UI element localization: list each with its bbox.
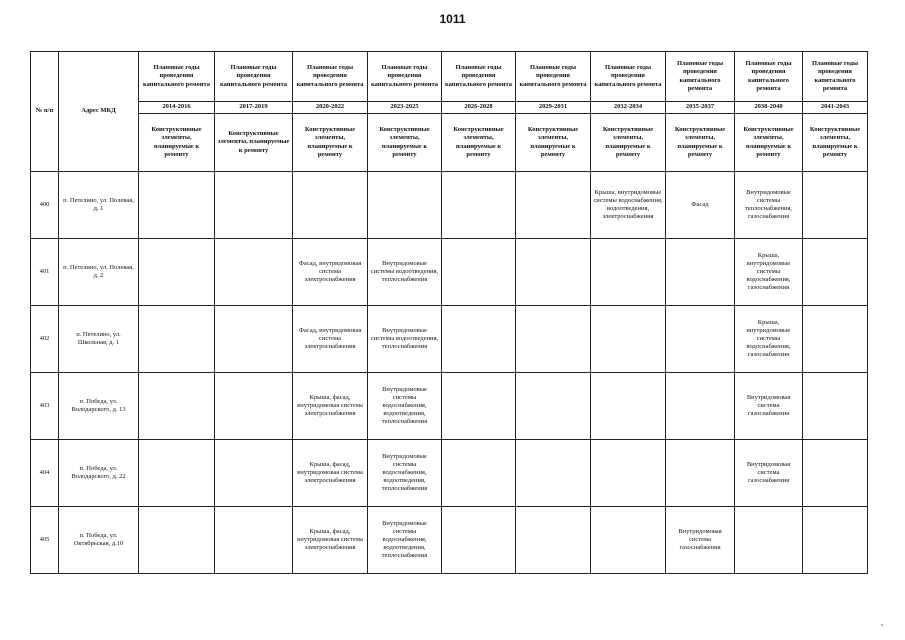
table-row xyxy=(31,172,868,239)
table-row xyxy=(31,373,868,440)
work-cell xyxy=(591,239,666,306)
row-number: 400 xyxy=(31,172,59,239)
elements-subtitle: Конструктивные элементы, планируемые к ремонту xyxy=(293,114,368,172)
period-title: Плановые годы проведения капитального ремонта xyxy=(803,52,868,102)
elements-subtitle: Конструктивные элементы, планируемые к ремонту xyxy=(215,114,293,172)
work-cell xyxy=(215,507,293,574)
period-title: Плановые годы проведения капитального ремонта xyxy=(293,52,368,102)
row-number: 405 xyxy=(31,507,59,574)
elements-subtitle: Конструктивные элементы, планируемые к ремонту xyxy=(666,114,735,172)
work-cell xyxy=(516,239,591,306)
work-cell xyxy=(139,172,215,239)
address-column-header: Адрес МКД xyxy=(59,52,139,172)
work-cell xyxy=(215,440,293,507)
work-cell xyxy=(666,239,735,306)
period-title: Плановые годы проведения капитального ремонта xyxy=(516,52,591,102)
work-cell xyxy=(368,172,442,239)
period-years: 2029-2031 xyxy=(516,102,591,114)
work-cell xyxy=(803,239,868,306)
elements-subtitle: Конструктивные элементы, планируемые к ремонту xyxy=(803,114,868,172)
work-cell: Внутридомовая система газоснабжения xyxy=(735,373,803,440)
work-cell: Внутридомовая система газоснабжения xyxy=(735,440,803,507)
work-cell xyxy=(442,373,516,440)
work-cell: Фасад, внутридомовая система электроснабжения xyxy=(293,239,368,306)
work-cell xyxy=(442,239,516,306)
work-cell xyxy=(442,440,516,507)
period-years: 2038-2040 xyxy=(735,102,803,114)
period-years: 2032-2034 xyxy=(591,102,666,114)
building-address: п. Победа, ул. Володарского, д. 22 xyxy=(59,440,139,507)
work-cell: Внутридомовые системы водоотведения, теплоснабжения xyxy=(368,239,442,306)
period-years: 2026-2028 xyxy=(442,102,516,114)
elements-subtitle: Конструктивные элементы, планируемые к ремонту xyxy=(591,114,666,172)
header-subtitle-row xyxy=(31,114,868,172)
table-row xyxy=(31,507,868,574)
building-address: п. Петелино, ул. Школьная, д. 1 xyxy=(59,306,139,373)
row-number: 402 xyxy=(31,306,59,373)
period-title: Плановые годы проведения капитального ремонта xyxy=(591,52,666,102)
work-cell xyxy=(139,373,215,440)
work-cell: Внутридомовые системы водоснабжения, водоотведения, теплоснабжения xyxy=(368,507,442,574)
work-cell xyxy=(803,306,868,373)
work-cell xyxy=(139,440,215,507)
elements-subtitle: Конструктивные элементы, планируемые к ремонту xyxy=(735,114,803,172)
work-cell xyxy=(442,172,516,239)
work-cell xyxy=(293,172,368,239)
work-cell xyxy=(591,440,666,507)
work-cell: Крыша, фасад, внутридомовая система электроснабжения xyxy=(293,373,368,440)
work-cell xyxy=(516,306,591,373)
work-cell xyxy=(803,373,868,440)
scan-speck xyxy=(881,624,883,626)
work-cell xyxy=(803,440,868,507)
work-cell xyxy=(516,373,591,440)
work-cell xyxy=(803,172,868,239)
table-row xyxy=(31,239,868,306)
work-cell: Крыша, фасад, внутридомовая система электроснабжения xyxy=(293,507,368,574)
work-cell xyxy=(215,373,293,440)
work-cell xyxy=(516,172,591,239)
work-cell: Крыша, внутридомовые системы водоснабжения, водоотведения, электроснабжения xyxy=(591,172,666,239)
work-cell: Внутридомовые системы водоснабжения, водоотведения, теплоснабжения xyxy=(368,440,442,507)
period-years: 2041-2043 xyxy=(803,102,868,114)
header-period-row xyxy=(31,102,868,114)
period-title: Плановые годы проведения капитального ремонта xyxy=(735,52,803,102)
period-years: 2014-2016 xyxy=(139,102,215,114)
work-cell: Крыша, внутридомовые системы водоснабжения, газоснабжения xyxy=(735,306,803,373)
building-address: п. Петелино, ул. Полевая, д. 2 xyxy=(59,239,139,306)
work-cell xyxy=(442,306,516,373)
period-title: Плановые годы проведения капитального ремонта xyxy=(442,52,516,102)
work-cell: Крыша, фасад, внутридомовая система электроснабжения xyxy=(293,440,368,507)
period-years: 2017-2019 xyxy=(215,102,293,114)
page-number: 1011 xyxy=(439,12,466,26)
repair-plan-table xyxy=(30,51,868,574)
work-cell xyxy=(735,507,803,574)
elements-subtitle: Конструктивные элементы, планируемые к ремонту xyxy=(516,114,591,172)
work-cell: Внутридомовые системы теплоснабжения, газоснабжения xyxy=(735,172,803,239)
work-cell: Внутридомовые системы водоснабжения, водоотведения, теплоснабжения xyxy=(368,373,442,440)
work-cell xyxy=(666,440,735,507)
work-cell xyxy=(215,239,293,306)
work-cell: Крыша, внутридомовые системы водоснабжения, газоснабжения xyxy=(735,239,803,306)
row-number: 403 xyxy=(31,373,59,440)
elements-subtitle: Конструктивные элементы, планируемые к ремонту xyxy=(139,114,215,172)
building-address: п. Петелино, ул. Полевая, д. 1 xyxy=(59,172,139,239)
work-cell xyxy=(591,373,666,440)
work-cell: Внутридомовые системы водоотведения, теплоснабжения xyxy=(368,306,442,373)
period-years: 2035-2037 xyxy=(666,102,735,114)
work-cell: Фасад, внутридомовая система электроснабжения xyxy=(293,306,368,373)
work-cell xyxy=(139,507,215,574)
work-cell xyxy=(666,306,735,373)
building-address: п. Победа, ул. Володарского, д. 13 xyxy=(59,373,139,440)
table-row xyxy=(31,306,868,373)
work-cell: Внутридомовая система газоснабжения xyxy=(666,507,735,574)
work-cell xyxy=(803,507,868,574)
work-cell xyxy=(591,306,666,373)
elements-subtitle: Конструктивные элементы, планируемые к ремонту xyxy=(442,114,516,172)
period-title: Плановые годы проведения капитального ремонта xyxy=(139,52,215,102)
period-title: Плановые годы проведения капитального ремонта xyxy=(666,52,735,102)
work-cell xyxy=(139,306,215,373)
work-cell xyxy=(591,507,666,574)
row-number: 404 xyxy=(31,440,59,507)
work-cell xyxy=(516,440,591,507)
period-years: 2020-2022 xyxy=(293,102,368,114)
work-cell: Фасад xyxy=(666,172,735,239)
period-years: 2023-2025 xyxy=(368,102,442,114)
period-title: Плановые годы проведения капитального ремонта xyxy=(368,52,442,102)
elements-subtitle: Конструктивные элементы, планируемые к ремонту xyxy=(368,114,442,172)
work-cell xyxy=(666,373,735,440)
period-title: Плановые годы проведения капитального ремонта xyxy=(215,52,293,102)
building-address: п. Победа, ул. Октябрьская, д.10 xyxy=(59,507,139,574)
work-cell xyxy=(215,306,293,373)
num-column-header: № п/п xyxy=(31,52,59,172)
work-cell xyxy=(516,507,591,574)
row-number: 401 xyxy=(31,239,59,306)
work-cell xyxy=(442,507,516,574)
header-title-row xyxy=(31,52,868,102)
work-cell xyxy=(215,172,293,239)
work-cell xyxy=(139,239,215,306)
table-row xyxy=(31,440,868,507)
